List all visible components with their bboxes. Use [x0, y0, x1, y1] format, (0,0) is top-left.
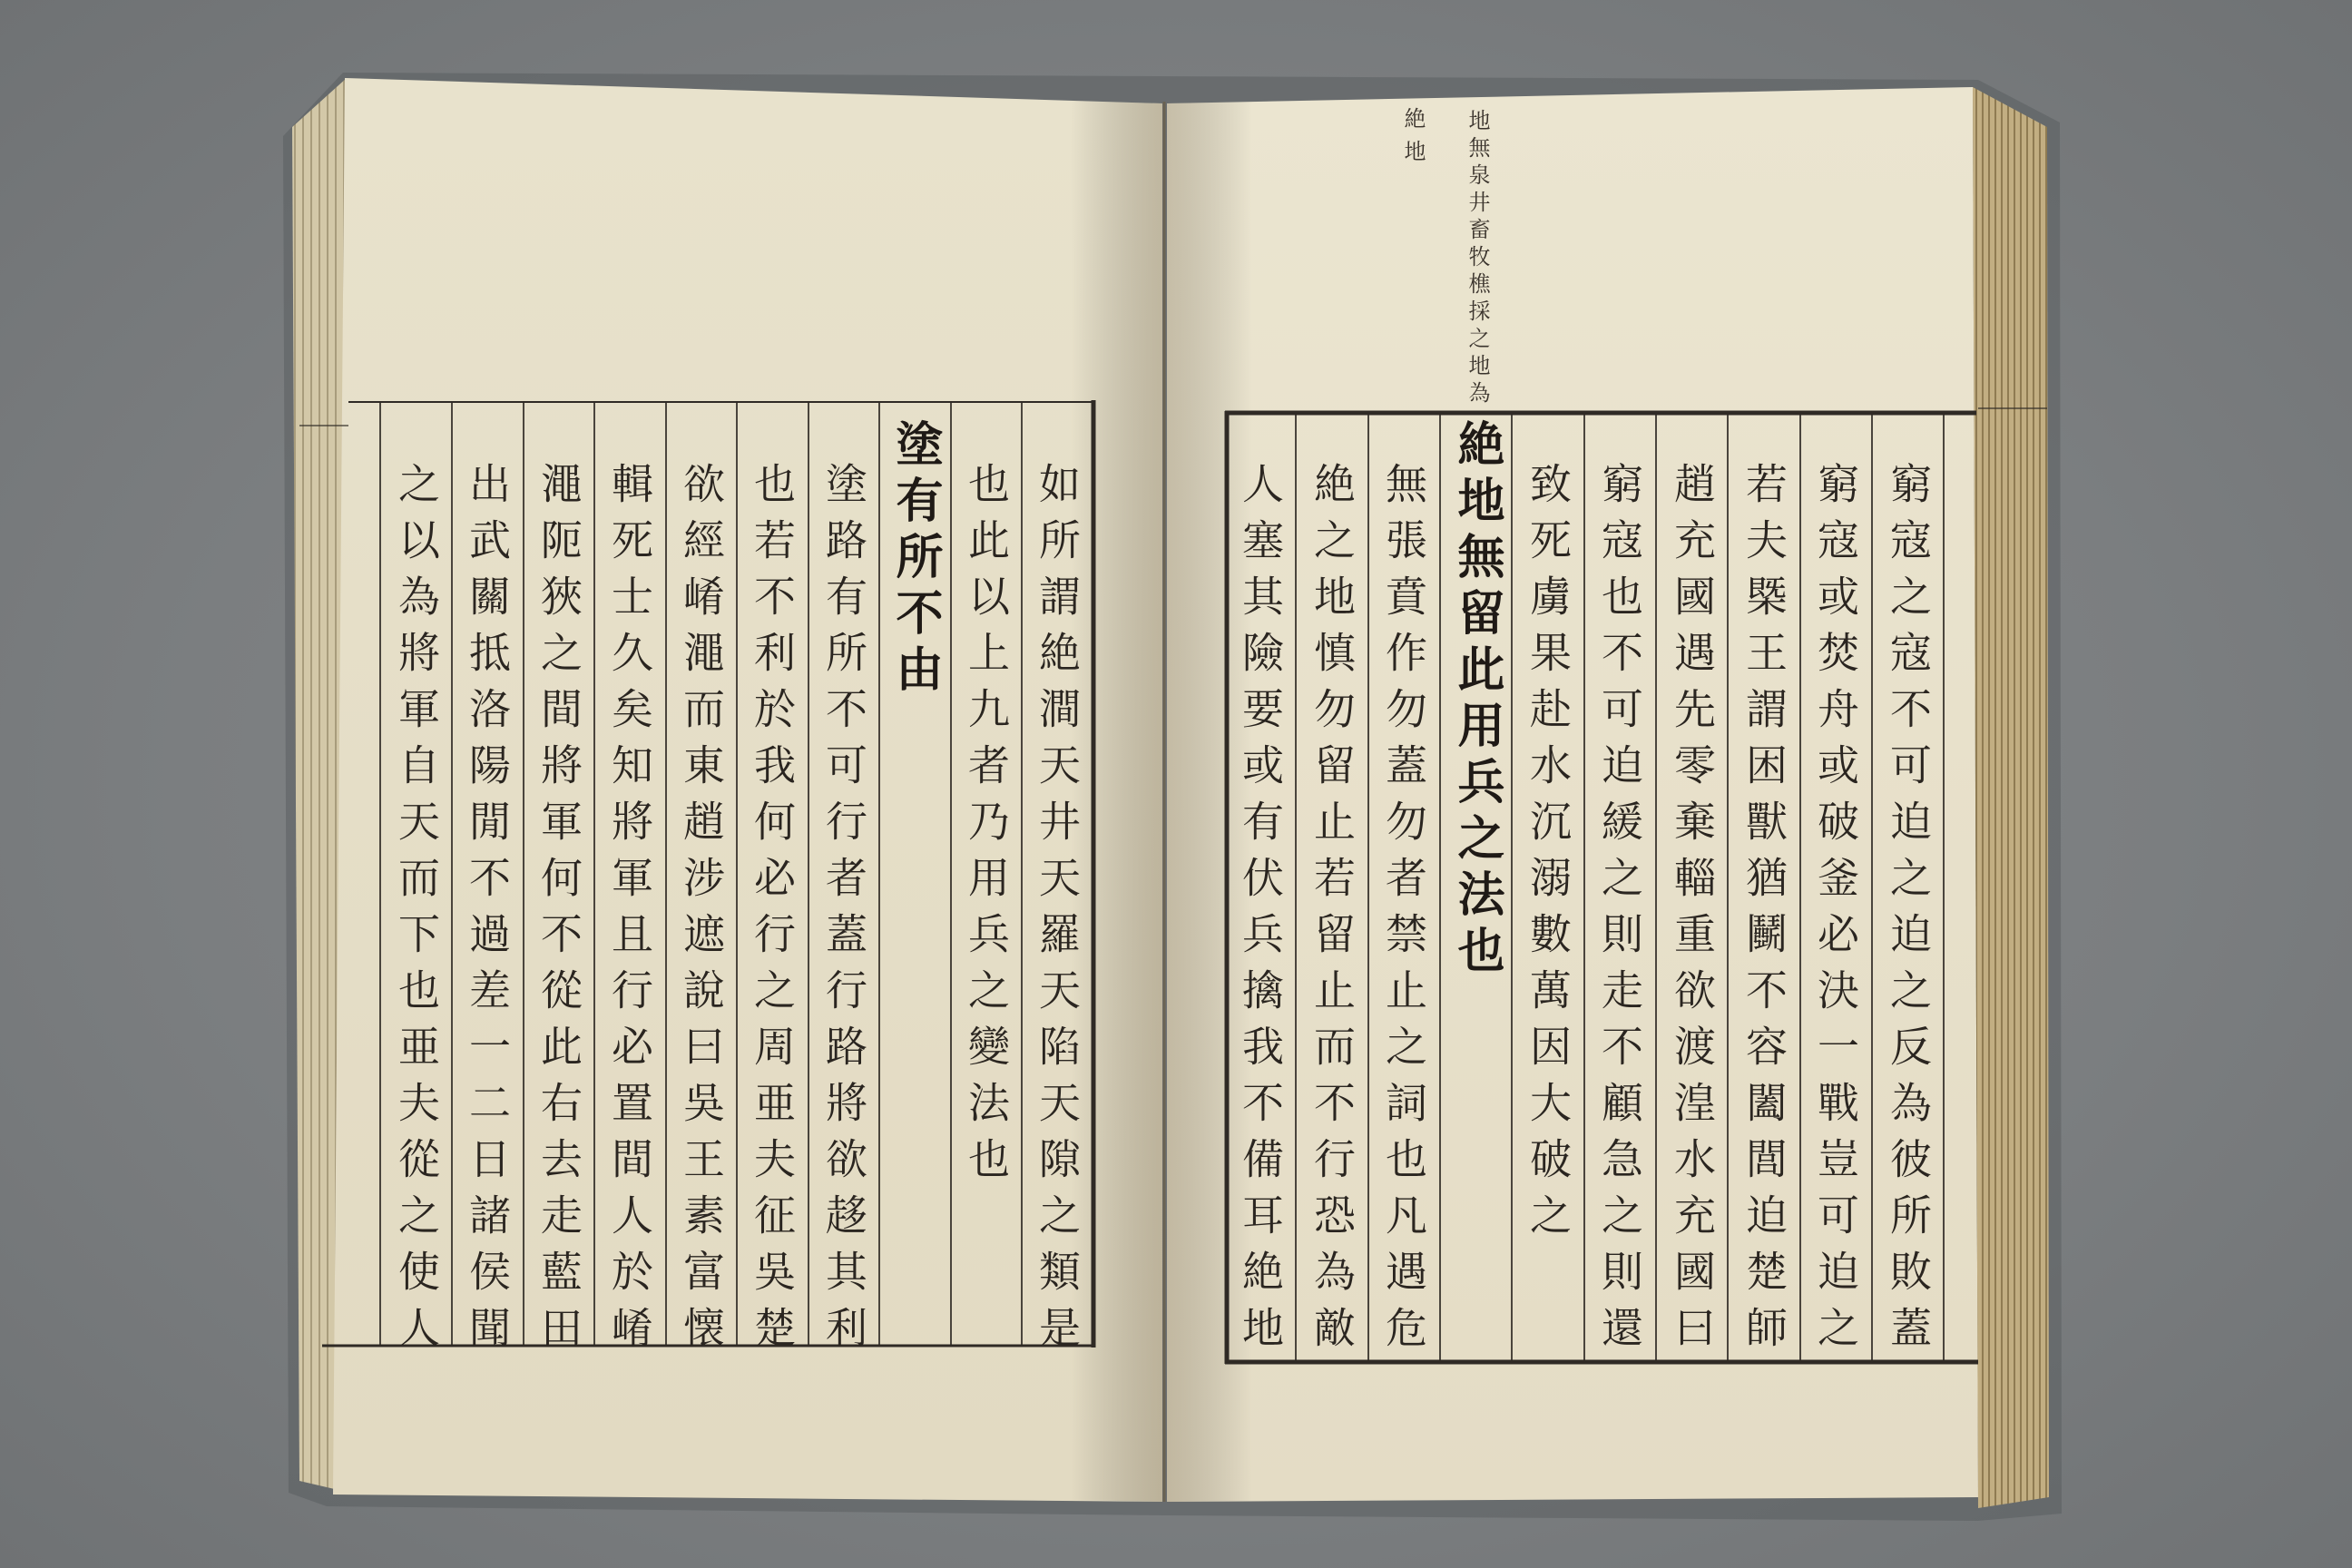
left-column-5: 也若不利於我何必行之周亜夫征吳楚: [748, 462, 797, 1362]
left-column-4: 塗路有所不可行者蓋行路將欲趍其利: [819, 462, 868, 1362]
left-column-2: 也此以上九者乃用兵之變法也: [962, 462, 1011, 1193]
right-column-5: 窮寇也不可迫緩之則走不顧急之則還: [1595, 462, 1644, 1362]
left-column-6: 欲經崤澠而東趙涉遮說曰吳王素富懐: [677, 462, 726, 1362]
left-column-7: 輯死士久矣知將軍且行必置間人於崤: [605, 462, 654, 1362]
right-column-3: 若夫槩王謂困獸猶鬭不容闔閭迫楚師: [1740, 462, 1788, 1362]
header-note-line-2: 絶地: [1400, 107, 1426, 172]
left-column-8: 澠阨狹之間將軍何不從此右去走藍田: [534, 462, 583, 1362]
right-column-4: 趙充國遇先零棄輜重欲渡湟水充國曰: [1668, 462, 1717, 1362]
right-column-7-main-text: 絶地無留此用兵之法也: [1449, 419, 1504, 982]
left-column-9: 出武關抵洛陽閒不過差一二日諸侯聞: [463, 462, 512, 1362]
left-column-1: 如所謂絶澗天井天羅天陷天隙之類是: [1033, 462, 1082, 1362]
left-column-10: 之以為將軍自天而下也亜夫從之使人: [392, 462, 441, 1362]
right-column-2: 窮寇或焚舟或破釜必決一戰豈可迫之: [1811, 462, 1860, 1362]
right-column-1: 窮寇之寇不可迫之迫之反為彼所敗蓋: [1884, 462, 1933, 1362]
right-column-10: 人塞其險要或有伏兵擒我不備耳絶地: [1236, 462, 1285, 1362]
header-note-line-1: 地無泉井畜牧樵採之地為: [1465, 109, 1490, 408]
right-column-6: 致死虜果赴水沉溺數萬因大破之: [1524, 462, 1573, 1250]
right-column-9: 絶之地慎勿留止若留止而不行恐為敵: [1308, 462, 1357, 1362]
left-column-3-main-text: 塗有所不由: [887, 419, 943, 701]
right-column-8: 無張賁作勿蓋勿者禁止之詞也凡遇危: [1379, 462, 1428, 1362]
